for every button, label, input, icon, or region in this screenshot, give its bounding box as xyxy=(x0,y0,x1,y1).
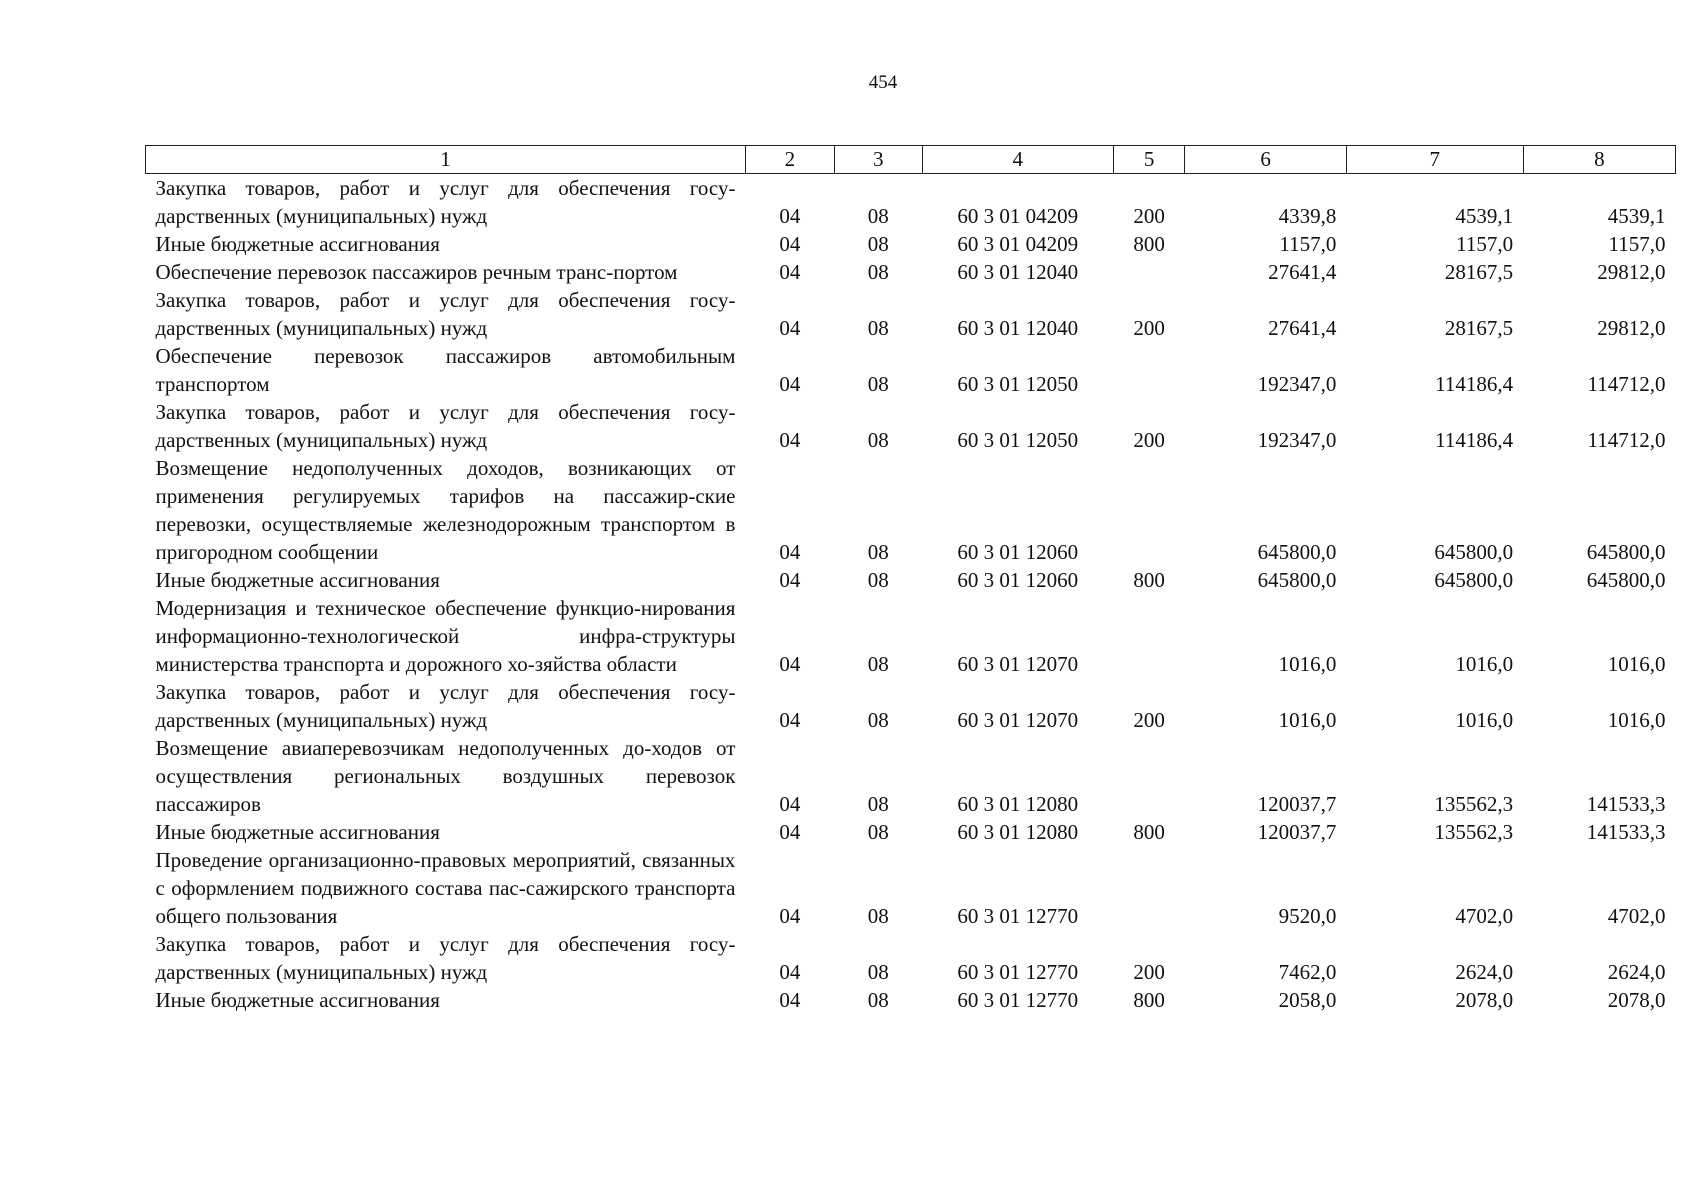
row-name: Проведение организационно-правовых мероприятий, связанных с оформлением подвижного состава пас-сажирского транспорта общего пользования xyxy=(155,848,736,928)
row-amount-6: 645800,0 xyxy=(1257,540,1337,564)
row-expense-type: 800 xyxy=(1133,568,1165,592)
row-expense-type xyxy=(1113,342,1185,398)
row-amount-8: 645800,0 xyxy=(1586,568,1666,592)
row-subsection: 08 xyxy=(867,988,889,1012)
row-amount-7: 28167,5 xyxy=(1444,316,1514,340)
row-amount-6: 120037,7 xyxy=(1257,820,1337,844)
row-amount-6: 9520,0 xyxy=(1278,904,1337,928)
header-cell: 2 xyxy=(745,146,834,174)
table-row xyxy=(146,986,1676,1014)
row-target-code: 60 3 01 12080 xyxy=(957,820,1079,844)
row-target-code: 60 3 01 12770 xyxy=(957,904,1079,928)
row-amount-7: 645800,0 xyxy=(1434,568,1514,592)
header-cell: 7 xyxy=(1346,146,1523,174)
row-expense-type: 200 xyxy=(1133,428,1165,452)
row-amount-7: 135562,3 xyxy=(1434,792,1514,816)
row-name: Возмещение авиаперевозчикам недополученных до-ходов от осуществления региональных воздушных перевозок пассажиров xyxy=(155,736,736,816)
table-row xyxy=(146,846,1676,930)
row-amount-7: 114186,4 xyxy=(1435,372,1514,396)
row-amount-8: 29812,0 xyxy=(1597,260,1666,284)
row-subsection: 08 xyxy=(867,232,889,256)
row-amount-7: 1016,0 xyxy=(1455,708,1514,732)
header-cell: 8 xyxy=(1523,146,1675,174)
row-subsection: 08 xyxy=(867,372,889,396)
table-row xyxy=(146,454,1676,566)
row-section: 04 xyxy=(779,904,801,928)
row-amount-6: 192347,0 xyxy=(1257,428,1337,452)
row-amount-8: 141533,3 xyxy=(1586,792,1666,816)
table-row xyxy=(146,930,1676,986)
row-expense-type xyxy=(1113,594,1185,678)
row-name: Закупка товаров, работ и услуг для обеспечения госу-дарственных (муниципальных) нужд xyxy=(155,680,736,732)
row-amount-7: 645800,0 xyxy=(1434,540,1514,564)
row-amount-6: 27641,4 xyxy=(1268,316,1337,340)
table-row xyxy=(146,174,1676,231)
row-subsection: 08 xyxy=(867,260,889,284)
row-amount-6: 192347,0 xyxy=(1257,372,1337,396)
table-row xyxy=(146,258,1676,286)
row-name: Закупка товаров, работ и услуг для обеспечения госу-дарственных (муниципальных) нужд xyxy=(155,176,736,228)
row-target-code: 60 3 01 12060 xyxy=(957,568,1079,592)
row-subsection: 08 xyxy=(867,708,889,732)
table-row xyxy=(146,230,1676,258)
budget-table xyxy=(145,145,1676,1014)
row-amount-7: 135562,3 xyxy=(1434,820,1514,844)
row-amount-6: 4339,8 xyxy=(1278,204,1337,228)
row-amount-8: 29812,0 xyxy=(1597,316,1666,340)
row-section: 04 xyxy=(779,232,801,256)
row-section: 04 xyxy=(779,260,801,284)
row-amount-6: 2058,0 xyxy=(1278,988,1337,1012)
row-amount-7: 28167,5 xyxy=(1444,260,1514,284)
row-amount-8: 4702,0 xyxy=(1607,904,1666,928)
row-amount-8: 4539,1 xyxy=(1607,204,1666,228)
row-subsection: 08 xyxy=(867,652,889,676)
row-expense-type: 800 xyxy=(1133,820,1165,844)
row-name: Возмещение недополученных доходов, возникающих от применения регулируемых тарифов на пассажир-ские перевозки, осуществляемые железнодорожным транспортом в пригородном сообщении xyxy=(155,456,736,564)
row-target-code: 60 3 01 04209 xyxy=(957,232,1079,256)
row-expense-type: 800 xyxy=(1133,232,1165,256)
row-section: 04 xyxy=(779,960,801,984)
row-amount-6: 645800,0 xyxy=(1257,568,1337,592)
row-subsection: 08 xyxy=(867,792,889,816)
row-target-code: 60 3 01 12050 xyxy=(957,372,1079,396)
table-row xyxy=(146,286,1676,342)
row-name: Модернизация и техническое обеспечение функцио-нирования информационно-технологической инфра-структуры министерства транспорта и дорожного хо-зяйства области xyxy=(155,596,736,676)
row-target-code: 60 3 01 04209 xyxy=(957,204,1079,228)
row-subsection: 08 xyxy=(867,568,889,592)
row-expense-type: 200 xyxy=(1133,204,1165,228)
row-amount-7: 4539,1 xyxy=(1455,204,1514,228)
row-expense-type: 800 xyxy=(1133,988,1165,1012)
row-name: Иные бюджетные ассигнования xyxy=(155,568,440,592)
row-name: Закупка товаров, работ и услуг для обеспечения госу-дарственных (муниципальных) нужд xyxy=(155,932,736,984)
row-subsection: 08 xyxy=(867,540,889,564)
header-cell: 1 xyxy=(146,146,746,174)
row-target-code: 60 3 01 12040 xyxy=(957,260,1079,284)
row-target-code: 60 3 01 12770 xyxy=(957,960,1079,984)
table-row xyxy=(146,678,1676,734)
row-section: 04 xyxy=(779,820,801,844)
row-expense-type xyxy=(1113,258,1185,286)
header-cell: 3 xyxy=(834,146,922,174)
row-amount-8: 114712,0 xyxy=(1587,372,1666,396)
row-target-code: 60 3 01 12080 xyxy=(957,792,1079,816)
table-row xyxy=(146,594,1676,678)
row-expense-type xyxy=(1113,454,1185,566)
row-amount-7: 1016,0 xyxy=(1455,652,1514,676)
row-amount-6: 1016,0 xyxy=(1278,708,1337,732)
row-expense-type xyxy=(1113,734,1185,818)
table-row xyxy=(146,342,1676,398)
row-section: 04 xyxy=(779,652,801,676)
row-amount-6: 7462,0 xyxy=(1278,960,1337,984)
row-name: Закупка товаров, работ и услуг для обеспечения госу-дарственных (муниципальных) нужд xyxy=(155,400,736,452)
page-number: 454 xyxy=(868,72,898,93)
row-name: Обеспечение перевозок пассажиров речным транс-портом xyxy=(155,260,678,284)
row-subsection: 08 xyxy=(867,428,889,452)
table-body xyxy=(146,174,1676,1015)
row-section: 04 xyxy=(779,708,801,732)
row-amount-7: 1157,0 xyxy=(1456,232,1514,256)
row-target-code: 60 3 01 12770 xyxy=(957,988,1079,1012)
row-target-code: 60 3 01 12070 xyxy=(957,708,1079,732)
table-row xyxy=(146,734,1676,818)
row-name: Иные бюджетные ассигнования xyxy=(155,820,440,844)
row-amount-7: 114186,4 xyxy=(1435,428,1514,452)
row-section: 04 xyxy=(779,204,801,228)
table-row xyxy=(146,398,1676,454)
row-expense-type: 200 xyxy=(1133,960,1165,984)
row-subsection: 08 xyxy=(867,960,889,984)
table-row xyxy=(146,566,1676,594)
row-target-code: 60 3 01 12070 xyxy=(957,652,1079,676)
row-target-code: 60 3 01 12040 xyxy=(957,316,1079,340)
row-expense-type: 200 xyxy=(1133,708,1165,732)
row-amount-8: 2624,0 xyxy=(1607,960,1666,984)
row-amount-6: 120037,7 xyxy=(1257,792,1337,816)
table-row xyxy=(146,818,1676,846)
header-cell: 4 xyxy=(922,146,1113,174)
header-cell: 6 xyxy=(1185,146,1346,174)
row-subsection: 08 xyxy=(867,316,889,340)
row-name: Закупка товаров, работ и услуг для обеспечения госу-дарственных (муниципальных) нужд xyxy=(155,288,736,340)
row-amount-8: 2078,0 xyxy=(1607,988,1666,1012)
row-name: Обеспечение перевозок пассажиров автомобильным транспортом xyxy=(155,344,736,396)
row-target-code: 60 3 01 12050 xyxy=(957,428,1079,452)
row-section: 04 xyxy=(779,568,801,592)
row-expense-type xyxy=(1113,846,1185,930)
row-amount-7: 2624,0 xyxy=(1455,960,1514,984)
row-amount-8: 1157,0 xyxy=(1608,232,1666,256)
row-section: 04 xyxy=(779,372,801,396)
header-cell: 5 xyxy=(1113,146,1185,174)
table-header-row xyxy=(146,146,1676,174)
row-section: 04 xyxy=(779,792,801,816)
row-name: Иные бюджетные ассигнования xyxy=(155,232,440,256)
row-amount-8: 114712,0 xyxy=(1587,428,1666,452)
row-section: 04 xyxy=(779,428,801,452)
row-subsection: 08 xyxy=(867,820,889,844)
row-amount-7: 2078,0 xyxy=(1455,988,1514,1012)
row-amount-8: 141533,3 xyxy=(1586,820,1666,844)
row-amount-8: 645800,0 xyxy=(1586,540,1666,564)
row-subsection: 08 xyxy=(867,904,889,928)
row-amount-8: 1016,0 xyxy=(1607,652,1666,676)
row-section: 04 xyxy=(779,316,801,340)
row-amount-6: 27641,4 xyxy=(1268,260,1337,284)
row-name: Иные бюджетные ассигнования xyxy=(155,988,440,1012)
row-target-code: 60 3 01 12060 xyxy=(957,540,1079,564)
row-subsection: 08 xyxy=(867,204,889,228)
row-amount-6: 1157,0 xyxy=(1279,232,1337,256)
row-amount-6: 1016,0 xyxy=(1278,652,1337,676)
row-section: 04 xyxy=(779,988,801,1012)
row-expense-type: 200 xyxy=(1133,316,1165,340)
row-section: 04 xyxy=(779,540,801,564)
row-amount-8: 1016,0 xyxy=(1607,708,1666,732)
row-amount-7: 4702,0 xyxy=(1455,904,1514,928)
